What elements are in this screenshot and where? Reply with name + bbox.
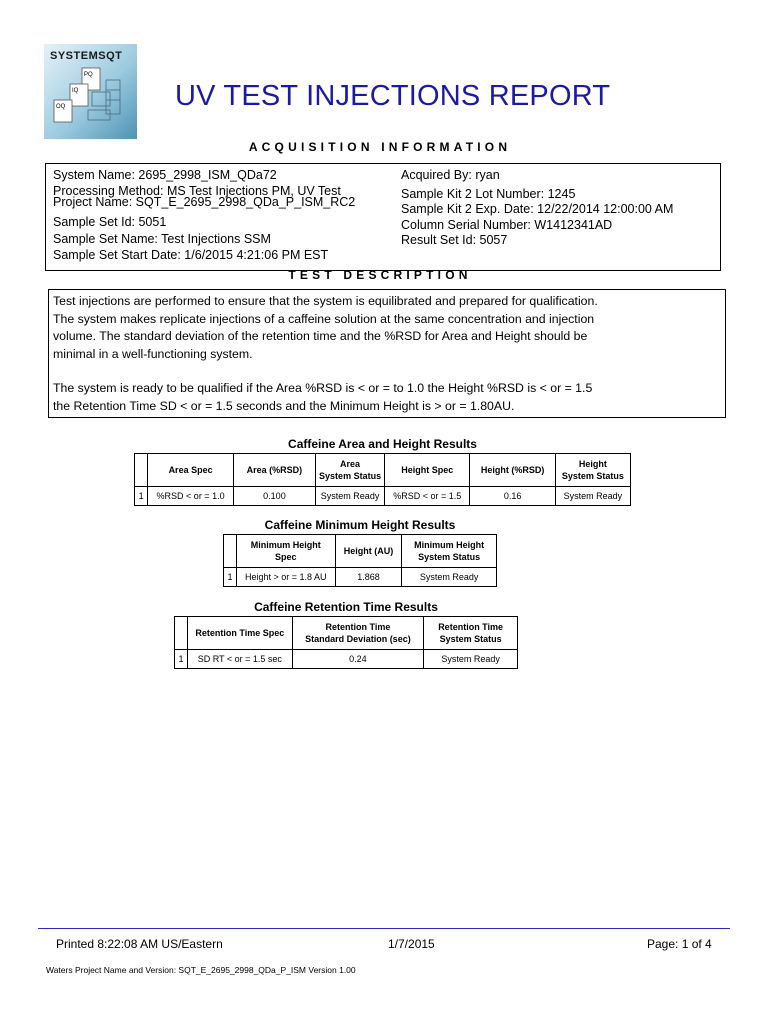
table-cell: %RSD < or = 1.0: [148, 487, 233, 506]
acquisition-right-column: [401, 168, 673, 249]
table-header-row: [224, 535, 497, 568]
table-header-row: [175, 617, 518, 650]
test-description-box: [48, 289, 726, 418]
table-cell: 0.16: [470, 487, 555, 506]
column-header: Height (AU): [335, 535, 402, 568]
column-header: [236, 535, 335, 568]
column-header: [175, 617, 188, 650]
column-header: [316, 454, 385, 487]
column-header: Retention Time Spec: [187, 617, 292, 650]
description-paragraph-1: [53, 293, 721, 363]
column-header: [402, 535, 497, 568]
acquired-by: Acquired By: ryan: [401, 168, 500, 182]
test-description-heading: TEST DESCRIPTION: [288, 268, 472, 282]
logo-text: SYSTEMSQT: [50, 50, 123, 62]
description-line: the Retention Time SD < or = 1.5 seconds and the Minimum Height is > or = 1.80AU.: [53, 398, 515, 413]
table-header-row: [135, 454, 631, 487]
acquisition-left-column: [53, 168, 355, 263]
column-header: Area (%RSD): [233, 454, 315, 487]
table-cell: 1: [224, 568, 237, 587]
table-row: [175, 650, 518, 669]
table-row: [135, 487, 631, 506]
table-cell: Height > or = 1.8 AU: [236, 568, 335, 587]
description-paragraph-2: [53, 380, 721, 415]
header-line: System Status: [319, 471, 382, 481]
column-header: [135, 454, 148, 487]
acquisition-heading: ACQUISITION INFORMATION: [248, 140, 512, 154]
oq-label: OQ: [56, 104, 66, 110]
area-height-results-title: Caffeine Area and Height Results: [288, 437, 477, 451]
column-header: [555, 454, 630, 487]
print-date: 1/7/2015: [388, 937, 435, 951]
description-line: The system is ready to be qualified if the Area %RSD is < or = to 1.0 the Height %RSD is < or = 1.5: [53, 381, 593, 395]
header-line: Minimum Height: [414, 540, 485, 550]
table-cell: %RSD < or = 1.5: [385, 487, 470, 506]
processing-method: Processing Method: MS Test Injections PM, UV Test: [53, 183, 341, 198]
table-cell: System Ready: [402, 568, 497, 587]
area-height-results-table: [134, 453, 631, 506]
column-header: [224, 535, 237, 568]
report-title: UV TEST INJECTIONS REPORT: [175, 80, 611, 112]
table-cell: 0.100: [233, 487, 315, 506]
header-line: Standard Deviation (sec): [305, 634, 411, 644]
sample-set-name: Sample Set Name: Test Injections SSM: [53, 232, 271, 246]
footer-divider: [38, 928, 730, 929]
header-line: Spec: [275, 552, 297, 562]
table-cell: System Ready: [316, 487, 385, 506]
result-set-id: Result Set Id: 5057: [401, 233, 508, 247]
project-name: Project Name: SQT_E_2695_2998_QDa_P_ISM_RC2: [53, 195, 356, 209]
header-line: Area: [340, 459, 361, 469]
table-cell: 1: [135, 487, 148, 506]
project-version: Waters Project Name and Version: SQT_E_2695_2998_QDa_P_ISM Version 1.00: [46, 965, 356, 975]
description-line: minimal in a well-functioning system.: [53, 346, 253, 361]
header-line: Retention Time: [438, 622, 504, 632]
header-line: Retention Time: [325, 622, 391, 632]
minimum-height-results-table: [223, 534, 497, 587]
table-row: [224, 568, 497, 587]
systemsqt-logo: [44, 44, 137, 139]
system-name: System Name: 2695_2998_ISM_QDa72: [53, 168, 277, 182]
column-serial-number: Column Serial Number: W1412341AD: [401, 217, 613, 232]
retention-time-results-table: [174, 616, 518, 669]
table-cell: 1.868: [335, 568, 402, 587]
printed-time: Printed 8:22:08 AM US/Eastern: [56, 937, 223, 951]
column-header: [424, 617, 518, 650]
table-cell: 0.24: [292, 650, 424, 669]
sample-kit-exp-date: Sample Kit 2 Exp. Date: 12/22/2014 12:00:00 AM: [401, 202, 674, 216]
page-number: Page: 1 of 4: [647, 937, 712, 951]
column-header: Area Spec: [148, 454, 233, 487]
table-cell: SD RT < or = 1.5 sec: [187, 650, 292, 669]
pq-label: PQ: [84, 72, 93, 78]
acquisition-info-box: [45, 163, 721, 271]
header-line: Height: [578, 459, 607, 469]
header-line: System Status: [418, 552, 481, 562]
retention-time-results-title: Caffeine Retention Time Results: [254, 600, 438, 614]
description-line: Test injections are performed to ensure that the system is equilibrated and prepared for qualification.: [53, 294, 598, 308]
description-line: volume. The standard deviation of the retention time and the %RSD for Area and Height should be: [53, 329, 588, 343]
table-cell: System Ready: [555, 487, 630, 506]
column-header: [292, 617, 424, 650]
column-header: Height Spec: [385, 454, 470, 487]
sample-set-start-date: Sample Set Start Date: 1/6/2015 4:21:06 PM EST: [53, 247, 329, 262]
description-line: The system makes replicate injections of a caffeine solution at the same concentration and injection: [53, 311, 595, 326]
table-cell: System Ready: [424, 650, 518, 669]
sample-set-id: Sample Set Id: 5051: [53, 214, 167, 229]
iq-label: IQ: [72, 88, 79, 94]
table-cell: 1: [175, 650, 188, 669]
column-header: Height (%RSD): [470, 454, 555, 487]
header-line: System Status: [439, 634, 502, 644]
header-line: Minimum Height: [250, 540, 321, 550]
sample-kit-lot-number: Sample Kit 2 Lot Number: 1245: [401, 186, 576, 201]
header-line: System Status: [561, 471, 624, 481]
document-stack-icon: [44, 44, 137, 139]
minimum-height-results-title: Caffeine Minimum Height Results: [264, 518, 456, 532]
